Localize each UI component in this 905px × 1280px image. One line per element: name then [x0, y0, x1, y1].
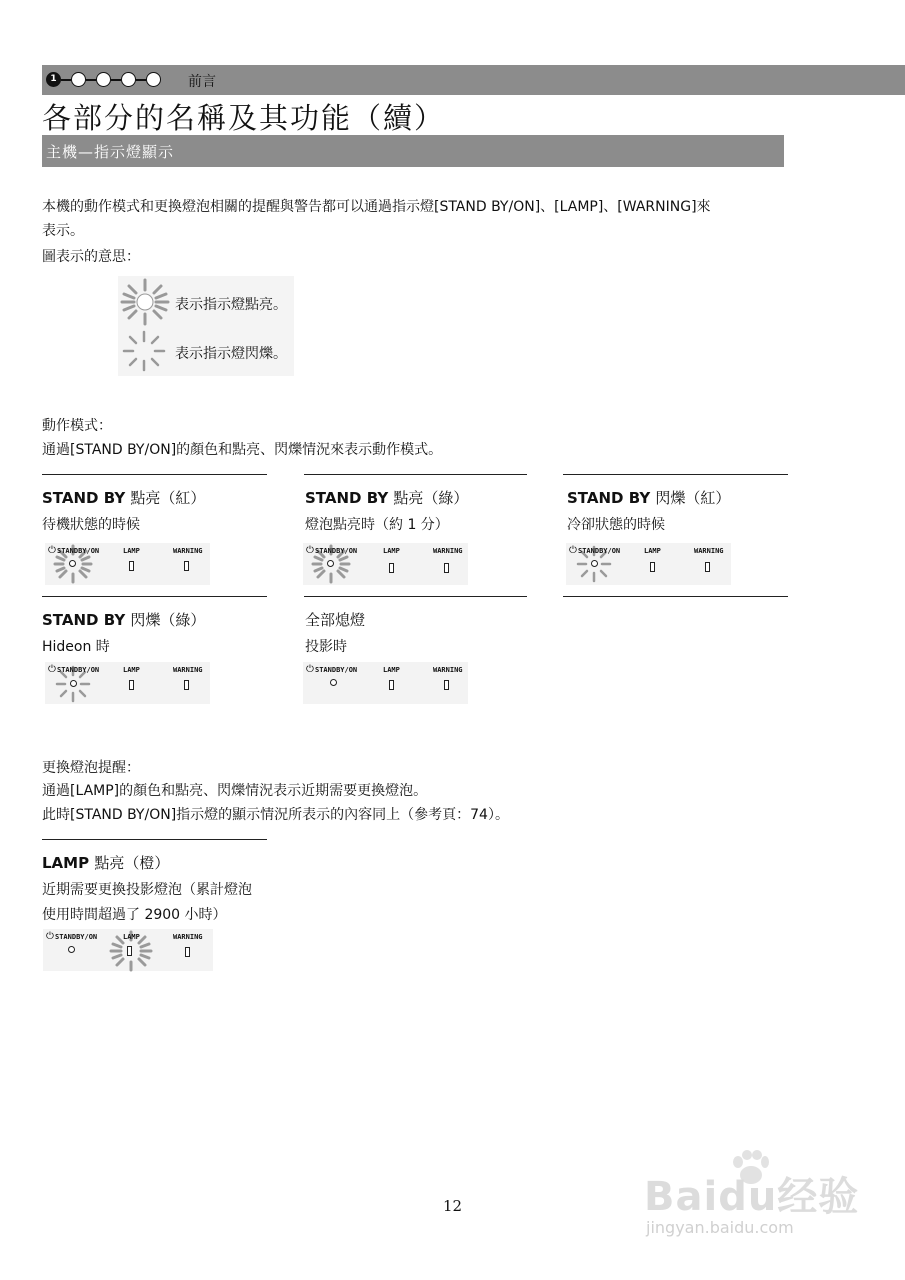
indicator-panel	[303, 662, 468, 704]
mode-text: 待機狀態的時候	[42, 517, 140, 533]
legend-box	[118, 276, 294, 376]
lamp-status: 點亮（橙）	[94, 854, 170, 872]
light-on-icon	[120, 278, 170, 326]
warning-indicator	[185, 947, 190, 957]
step-connector	[111, 79, 121, 81]
power-icon: ⏻	[48, 664, 56, 675]
mode-title	[305, 487, 468, 508]
warning-label: WARNING	[433, 547, 463, 555]
intro-line-2: 表示。	[42, 223, 84, 239]
standby-label: STANDBY/ON	[315, 666, 358, 674]
step-connector	[136, 79, 146, 81]
standby-label: STANDBY/ON	[55, 933, 98, 941]
warning-indicator	[184, 561, 189, 571]
divider	[42, 596, 267, 597]
mode-text: 燈泡點亮時（約 1 分）	[305, 517, 449, 533]
legend-blink-text: 表示指示燈閃爍。	[175, 346, 287, 362]
step-indicator	[121, 72, 136, 87]
legend-title: 圖表示的意思：	[42, 249, 140, 265]
standby-indicator	[330, 679, 337, 686]
modes-heading: 動作模式：	[42, 418, 112, 434]
lamp-description-2: 此時[STAND BY/ON]指示燈的顯示情況所表示的內容同上（參考頁：74）。	[42, 807, 509, 823]
lamp-name: LAMP	[42, 854, 90, 872]
lamp-label: LAMP	[123, 933, 140, 941]
indicator-panel	[566, 543, 731, 585]
mode-status: 點亮（綠）	[393, 489, 469, 507]
mode-title	[567, 487, 730, 508]
standby-label: STANDBY/ON	[315, 547, 358, 555]
warning-indicator	[184, 680, 189, 690]
step-indicator	[146, 72, 161, 87]
mode-text: 投影時	[305, 639, 347, 655]
section-name: 前言	[188, 74, 216, 90]
step-connector	[86, 79, 96, 81]
warning-label: WARNING	[173, 666, 203, 674]
legend-on-text: 表示指示燈點亮。	[175, 297, 287, 313]
standby-indicator	[327, 560, 334, 567]
page-number: 12	[442, 1197, 463, 1215]
indicator-panel	[303, 543, 468, 585]
standby-indicator	[69, 560, 76, 567]
warning-label: WARNING	[433, 666, 463, 674]
warning-label: WARNING	[173, 933, 203, 941]
indicator-panel	[45, 662, 210, 704]
standby-label: STANDBY/ON	[57, 666, 100, 674]
indicator-panel	[43, 929, 213, 971]
standby-indicator	[591, 560, 598, 567]
divider	[563, 474, 788, 475]
lamp-description-1: 通過[LAMP]的顏色和點亮、閃爍情況表示近期需要更換燈泡。	[42, 783, 428, 799]
watermark-url: jingyan.baidu.com	[646, 1218, 794, 1237]
mode-status: 閃爍（綠）	[130, 611, 206, 629]
lamp-indicator	[127, 946, 132, 956]
warning-label: WARNING	[694, 547, 724, 555]
section-header-bar	[42, 65, 905, 95]
lamp-indicator	[389, 680, 394, 690]
power-icon: ⏻	[306, 545, 314, 556]
power-icon: ⏻	[46, 931, 54, 942]
indicator-panel	[45, 543, 210, 585]
lamp-indicator	[389, 563, 394, 573]
power-icon: ⏻	[569, 545, 577, 556]
standby-label: STANDBY/ON	[578, 547, 621, 555]
subsection-title: 主機—指示燈顯示	[46, 143, 175, 161]
lamp-heading: 更換燈泡提醒：	[42, 760, 140, 776]
lamp-label: LAMP	[383, 666, 400, 674]
standby-indicator	[70, 680, 77, 687]
divider	[42, 839, 267, 840]
step-connector	[61, 79, 71, 81]
lamp-indicator	[129, 680, 134, 690]
mode-name: STAND BY	[42, 611, 126, 629]
lamp-indicator	[129, 561, 134, 571]
divider	[304, 596, 527, 597]
standby-indicator	[68, 946, 75, 953]
mode-text: Hideon 時	[42, 639, 110, 655]
watermark-brand: Baidu经验	[644, 1174, 860, 1220]
step-indicator	[71, 72, 86, 87]
mode-status: 閃爍（紅）	[655, 489, 731, 507]
step-indicator-current: 1	[46, 72, 61, 87]
divider	[563, 596, 788, 597]
mode-name: STAND BY	[305, 489, 389, 507]
mode-status: 全部熄燈	[305, 611, 366, 629]
light-blink-icon	[122, 330, 166, 372]
warning-label: WARNING	[173, 547, 203, 555]
lamp-indicator	[650, 562, 655, 572]
divider	[42, 474, 267, 475]
mode-title	[42, 487, 205, 508]
modes-description: 通過[STAND BY/ON]的顏色和點亮、閃爍情況來表示動作模式。	[42, 442, 443, 458]
watermark	[642, 1150, 862, 1250]
step-indicator	[96, 72, 111, 87]
warning-indicator	[444, 680, 449, 690]
subsection-bar	[42, 135, 784, 167]
intro-line-1: 本機的動作模式和更換燈泡相關的提醒與警告都可以通過指示燈[STAND BY/ON]、[LAMP]、[WARNING]來	[42, 199, 711, 215]
mode-name: STAND BY	[42, 489, 126, 507]
mode-title	[42, 609, 205, 630]
lamp-text-1: 近期需要更換投影燈泡（累計燈泡	[42, 882, 252, 898]
mode-name: STAND BY	[567, 489, 651, 507]
standby-label: STANDBY/ON	[57, 547, 100, 555]
lamp-label: LAMP	[383, 547, 400, 555]
divider	[304, 474, 527, 475]
mode-text: 冷卻狀態的時候	[567, 517, 665, 533]
mode-status: 點亮（紅）	[130, 489, 206, 507]
warning-indicator	[705, 562, 710, 572]
mode-title	[305, 609, 365, 630]
lamp-title	[42, 852, 169, 873]
warning-indicator	[444, 563, 449, 573]
lamp-label: LAMP	[123, 547, 140, 555]
power-icon: ⏻	[306, 664, 314, 675]
lamp-label: LAMP	[644, 547, 661, 555]
lamp-label: LAMP	[123, 666, 140, 674]
lamp-text-2: 使用時間超過了 2900 小時）	[42, 907, 227, 923]
power-icon: ⏻	[48, 545, 56, 556]
page-title: 各部分的名稱及其功能（續）	[42, 101, 446, 135]
